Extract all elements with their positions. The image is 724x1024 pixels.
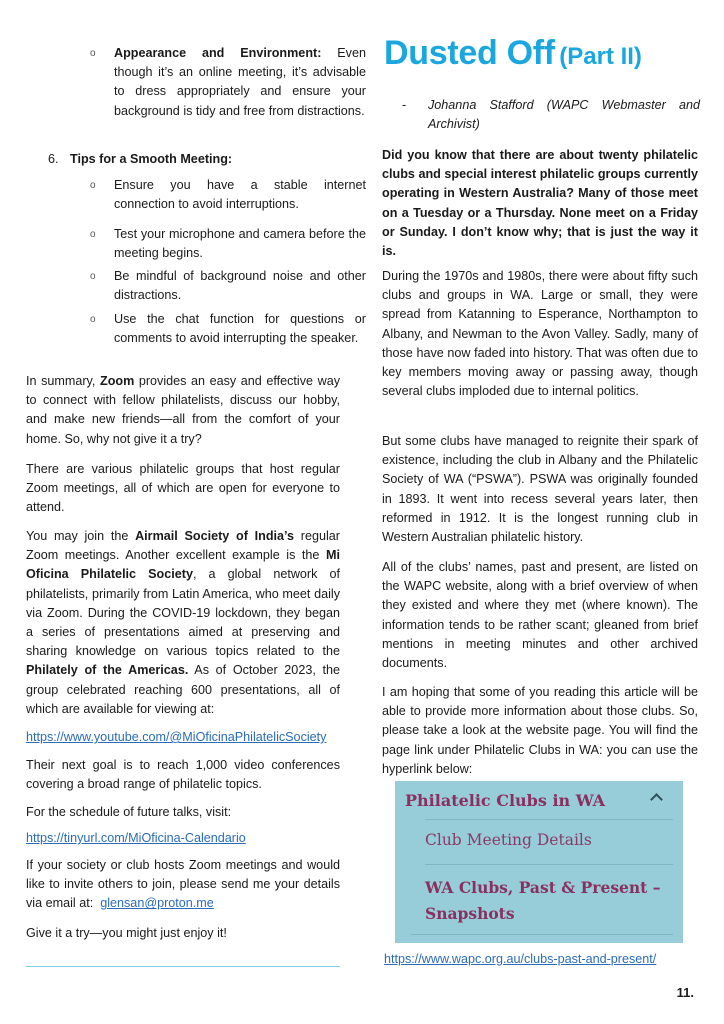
website-menu-screenshot: [395, 781, 683, 943]
tip-item: [90, 176, 366, 214]
groups-paragraph: There are various philatelic groups that host regular Zoom meetings, all of which are open for everyone to attend.: [26, 462, 340, 515]
join-paragraph: You may join the Airmail Society of India’s regular Zoom meetings. Another excellent example is the Mi Oficina Philatelic Society, a global network of philatelists, primarily from Latin America, who meet daily via Zoom. During the COVID-19 lockdown, they began a series of presentations aimed at preserving and sharing knowledge on various topics related to the Philately of the Americas. As of October 2023, the group celebrated reaching 600 presentations, all of which are available for viewing at:: [26, 529, 340, 716]
tip-text: Test your microphone and camera before the meeting begins.: [114, 227, 366, 261]
author-byline: - Johanna Stafford (WAPC Webmaster and Archivist): [402, 98, 700, 132]
chevron-up-icon[interactable]: [650, 793, 663, 806]
menu-divider: [425, 819, 673, 820]
intro-paragraph: Did you know that there are about twenty philatelic clubs and special interest philatelic groups currently operating in Western Australia? Many of those meet on a Tuesday or a Thursday. None meet on a Friday or Sunday. I don’t know why; that is just the way it is.: [382, 148, 698, 259]
youtube-link[interactable]: https://www.youtube.com/@MiOficinaPhilatelicSociety: [26, 730, 327, 744]
tip-item: [90, 225, 366, 263]
hollow-bullet-icon: o: [90, 314, 96, 325]
appearance-label: Appearance and Environment:: [114, 46, 322, 60]
goal-paragraph: Their next goal is to reach 1,000 video conferences covering a broad range of philatelic topics.: [26, 758, 340, 792]
tinyurl-link[interactable]: https://tinyurl.com/MiOficina-Calendario: [26, 831, 246, 845]
tip-text: Use the chat function for questions or comments to avoid interrupting the speaker.: [114, 312, 366, 346]
menu-divider: [411, 934, 673, 935]
hoping-paragraph: I am hoping that some of you reading this article will be able to provide more information about those clubs. So, please take a look at the website page. You will find the page link under Philatelic Clubs in WA: you can use the hyperlink below:: [382, 685, 698, 776]
invite-paragraph: If your society or club hosts Zoom meetings and would like to invite others to join, please send me your details via email at: glensan@proton.me: [26, 858, 340, 911]
article-title: Dusted Off (Part II): [384, 34, 642, 72]
tip-item: [90, 267, 366, 305]
menu-item-club-meeting-details[interactable]: Club Meeting Details: [425, 831, 592, 849]
hollow-bullet-icon: o: [90, 229, 96, 240]
menu-heading[interactable]: Philatelic Clubs in WA: [405, 791, 606, 810]
page-number: 11.: [676, 985, 694, 1000]
email-link[interactable]: glensan@proton.me: [100, 896, 214, 911]
website-paragraph: All of the clubs’ names, past and present, are listed on the WAPC website, along with a brief overview of when they existed and where they met (where known). The information tends to be rather scant; gleaned from brief mentions in meeting minutes and other archived documents.: [382, 560, 698, 671]
list-number: 6.: [48, 152, 59, 166]
menu-divider: [425, 864, 673, 865]
tip-text: Ensure you have a stable internet connection to avoid interruptions.: [114, 178, 366, 212]
schedule-paragraph: For the schedule of future talks, visit:: [26, 805, 232, 819]
history-paragraph: During the 1970s and 1980s, there were about fifty such clubs and groups in WA. Large or small, they were spread from Katanning to Esperance, Northampton to Albany, and Newman to the Avon Valley. Sadly, many of those have now faded into history. That was often due to key members moving away or passing away, though several clubs imploded due to internal politics.: [382, 269, 698, 399]
appearance-text: Even though it’s an online meeting, it’s advisable to dress appropriately and ensure your background is tidy and free from distractions.: [114, 46, 366, 118]
article-title-part: (Part II): [559, 43, 642, 70]
wapc-link[interactable]: https://www.wapc.org.au/clubs-past-and-present/: [384, 952, 657, 966]
tip-text: Be mindful of background noise and other distractions.: [114, 269, 366, 303]
hollow-bullet-icon: o: [90, 271, 96, 282]
closing-line: Give it a try—you might just enjoy it!: [26, 926, 227, 940]
hollow-bullet-icon: o: [90, 180, 96, 191]
tips-heading: [48, 150, 360, 169]
appearance-item: [90, 44, 366, 121]
section-divider: [26, 966, 340, 967]
tip-item: [90, 310, 366, 348]
menu-item-wa-clubs-past-present[interactable]: WA Clubs, Past & Present – Snapshots: [425, 878, 661, 923]
hollow-bullet-icon: o: [90, 48, 96, 59]
tips-heading-text: Tips for a Smooth Meeting:: [70, 152, 233, 166]
summary-paragraph: In summary, Zoom provides an easy and effective way to connect with fellow philatelists, discuss our hobby, and make new friends—all from the comfort of your home. So, why not give it a try?: [26, 374, 341, 446]
reignite-paragraph: But some clubs have managed to reignite their spark of existence, including the club in Albany and the Philatelic Society of WA (“PSWA”). PSWA was originally founded in 1893. It went into recess several years later, then reformed in 1912. It is the longest running club in Western Australian philatelic history.: [382, 434, 698, 545]
